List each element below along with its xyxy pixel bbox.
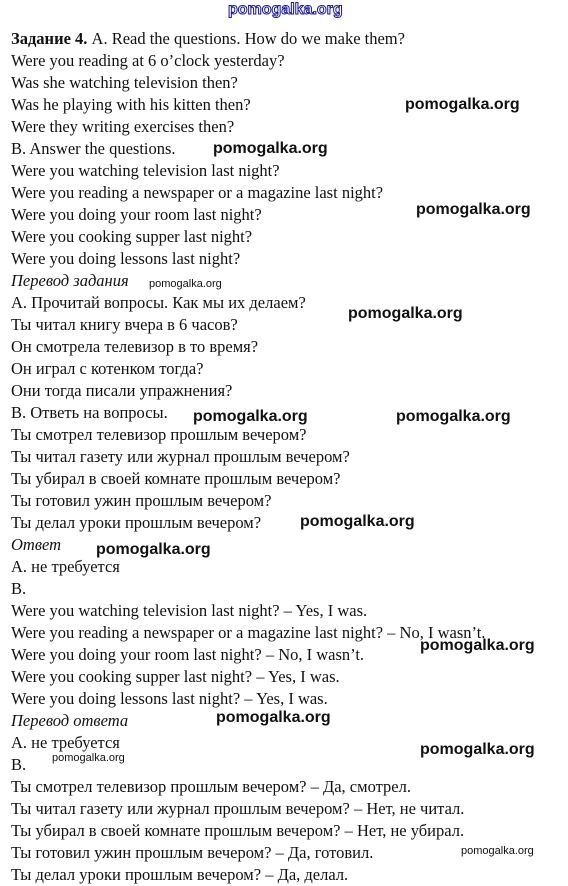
question-b-2: Were you reading a newspaper or a magazine last night? (11, 183, 384, 202)
watermark-11: pomogalka.org (216, 709, 331, 726)
translation-question-a-2: Он смотрела телевизор в то время? (11, 337, 259, 356)
question-a-2: Was she watching television then? (11, 73, 238, 92)
watermark-6: pomogalka.org (193, 408, 308, 425)
question-b-1: Were you watching television last night? (11, 161, 280, 180)
watermark-9: pomogalka.org (96, 541, 211, 558)
answer-line-5: Were you doing lessons last night? – Yes, I was. (11, 689, 328, 708)
translation-answer-part-a: A. не требуется (11, 733, 120, 752)
translation-answer-line-1: Ты смотрел телевизор прошлым вечером? – Да, смотрел. (11, 777, 411, 796)
translation-question-a-1: Ты читал книгу вчера в 6 часов? (11, 315, 238, 334)
question-b-4: Were you cooking supper last night? (11, 227, 253, 246)
answer-line-2: Were you reading a newspaper or a magazine last night? – No, I wasn’t. (11, 623, 486, 642)
watermark-3: pomogalka.org (416, 201, 531, 218)
answer-line-3: Were you doing your room last night? – No, I wasn’t. (11, 645, 365, 664)
translation-question-a-3: Он играл с котенком тогда? (11, 359, 204, 378)
watermark-13: pomogalka.org (52, 752, 125, 764)
watermark-2: pomogalka.org (213, 140, 328, 157)
task-number: Задание 4. (11, 29, 88, 48)
watermark-10: pomogalka.org (420, 637, 535, 654)
translation-task-part-b: B. Ответь на вопросы. (11, 403, 168, 422)
watermark-12: pomogalka.org (420, 741, 535, 758)
translation-answer-heading: Перевод ответа (11, 711, 129, 730)
watermark-8: pomogalka.org (300, 513, 415, 530)
translation-question-b-2: Ты читал газету или журнал прошлым вечером? (11, 447, 350, 466)
translation-answer-part-b: B. (11, 755, 27, 774)
answer-part-b: B. (11, 579, 27, 598)
watermark-4: pomogalka.org (149, 278, 222, 290)
answer-part-a: A. не требуется (11, 557, 120, 576)
watermark-5: pomogalka.org (348, 305, 463, 322)
task-part-a: A. Read the questions. How do we make them? (91, 29, 405, 48)
translation-task-heading: Перевод задания (11, 271, 129, 290)
translation-question-b-4: Ты готовил ужин прошлым вечером? (11, 491, 272, 510)
answer-heading: Ответ (11, 535, 62, 554)
translation-answer-line-2: Ты читал газету или журнал прошлым вечером? – Нет, не читал. (11, 799, 465, 818)
translation-question-b-5: Ты делал уроки прошлым вечером? (11, 513, 262, 532)
translation-question-b-1: Ты смотрел телевизор прошлым вечером? (11, 425, 307, 444)
question-b-5: Were you doing lessons last night? (11, 249, 241, 268)
translation-answer-line-4: Ты готовил ужин прошлым вечером? – Да, готовил. (11, 843, 374, 862)
question-a-4: Were they writing exercises then? (11, 117, 235, 136)
translation-question-b-3: Ты убирал в своей комнате прошлым вечером? (11, 469, 341, 488)
answer-line-1: Were you watching television last night? – Yes, I was. (11, 601, 368, 620)
translation-answer-line-5: Ты делал уроки прошлым вечером? – Да, делал. (11, 865, 349, 884)
question-b-3: Were you doing your room last night? (11, 205, 262, 224)
task-part-b: B. Answer the questions. (11, 139, 176, 158)
translation-task-part-a: A. Прочитай вопросы. Как мы их делаем? (11, 293, 306, 312)
task-header (11, 28, 405, 50)
answer-line-4: Were you cooking supper last night? – Yes, I was. (11, 667, 340, 686)
top-watermark: pomogalka.org (228, 1, 343, 18)
watermark-1: pomogalka.org (405, 96, 520, 113)
watermark-14: pomogalka.org (461, 845, 534, 857)
watermark-7: pomogalka.org (396, 408, 511, 425)
translation-answer-line-3: Ты убирал в своей комнате прошлым вечером? – Нет, не убирал. (11, 821, 465, 840)
translation-question-a-4: Они тогда писали упражнения? (11, 381, 233, 400)
question-a-1: Were you reading at 6 o’clock yesterday? (11, 51, 285, 70)
question-a-3: Was he playing with his kitten then? (11, 95, 251, 114)
